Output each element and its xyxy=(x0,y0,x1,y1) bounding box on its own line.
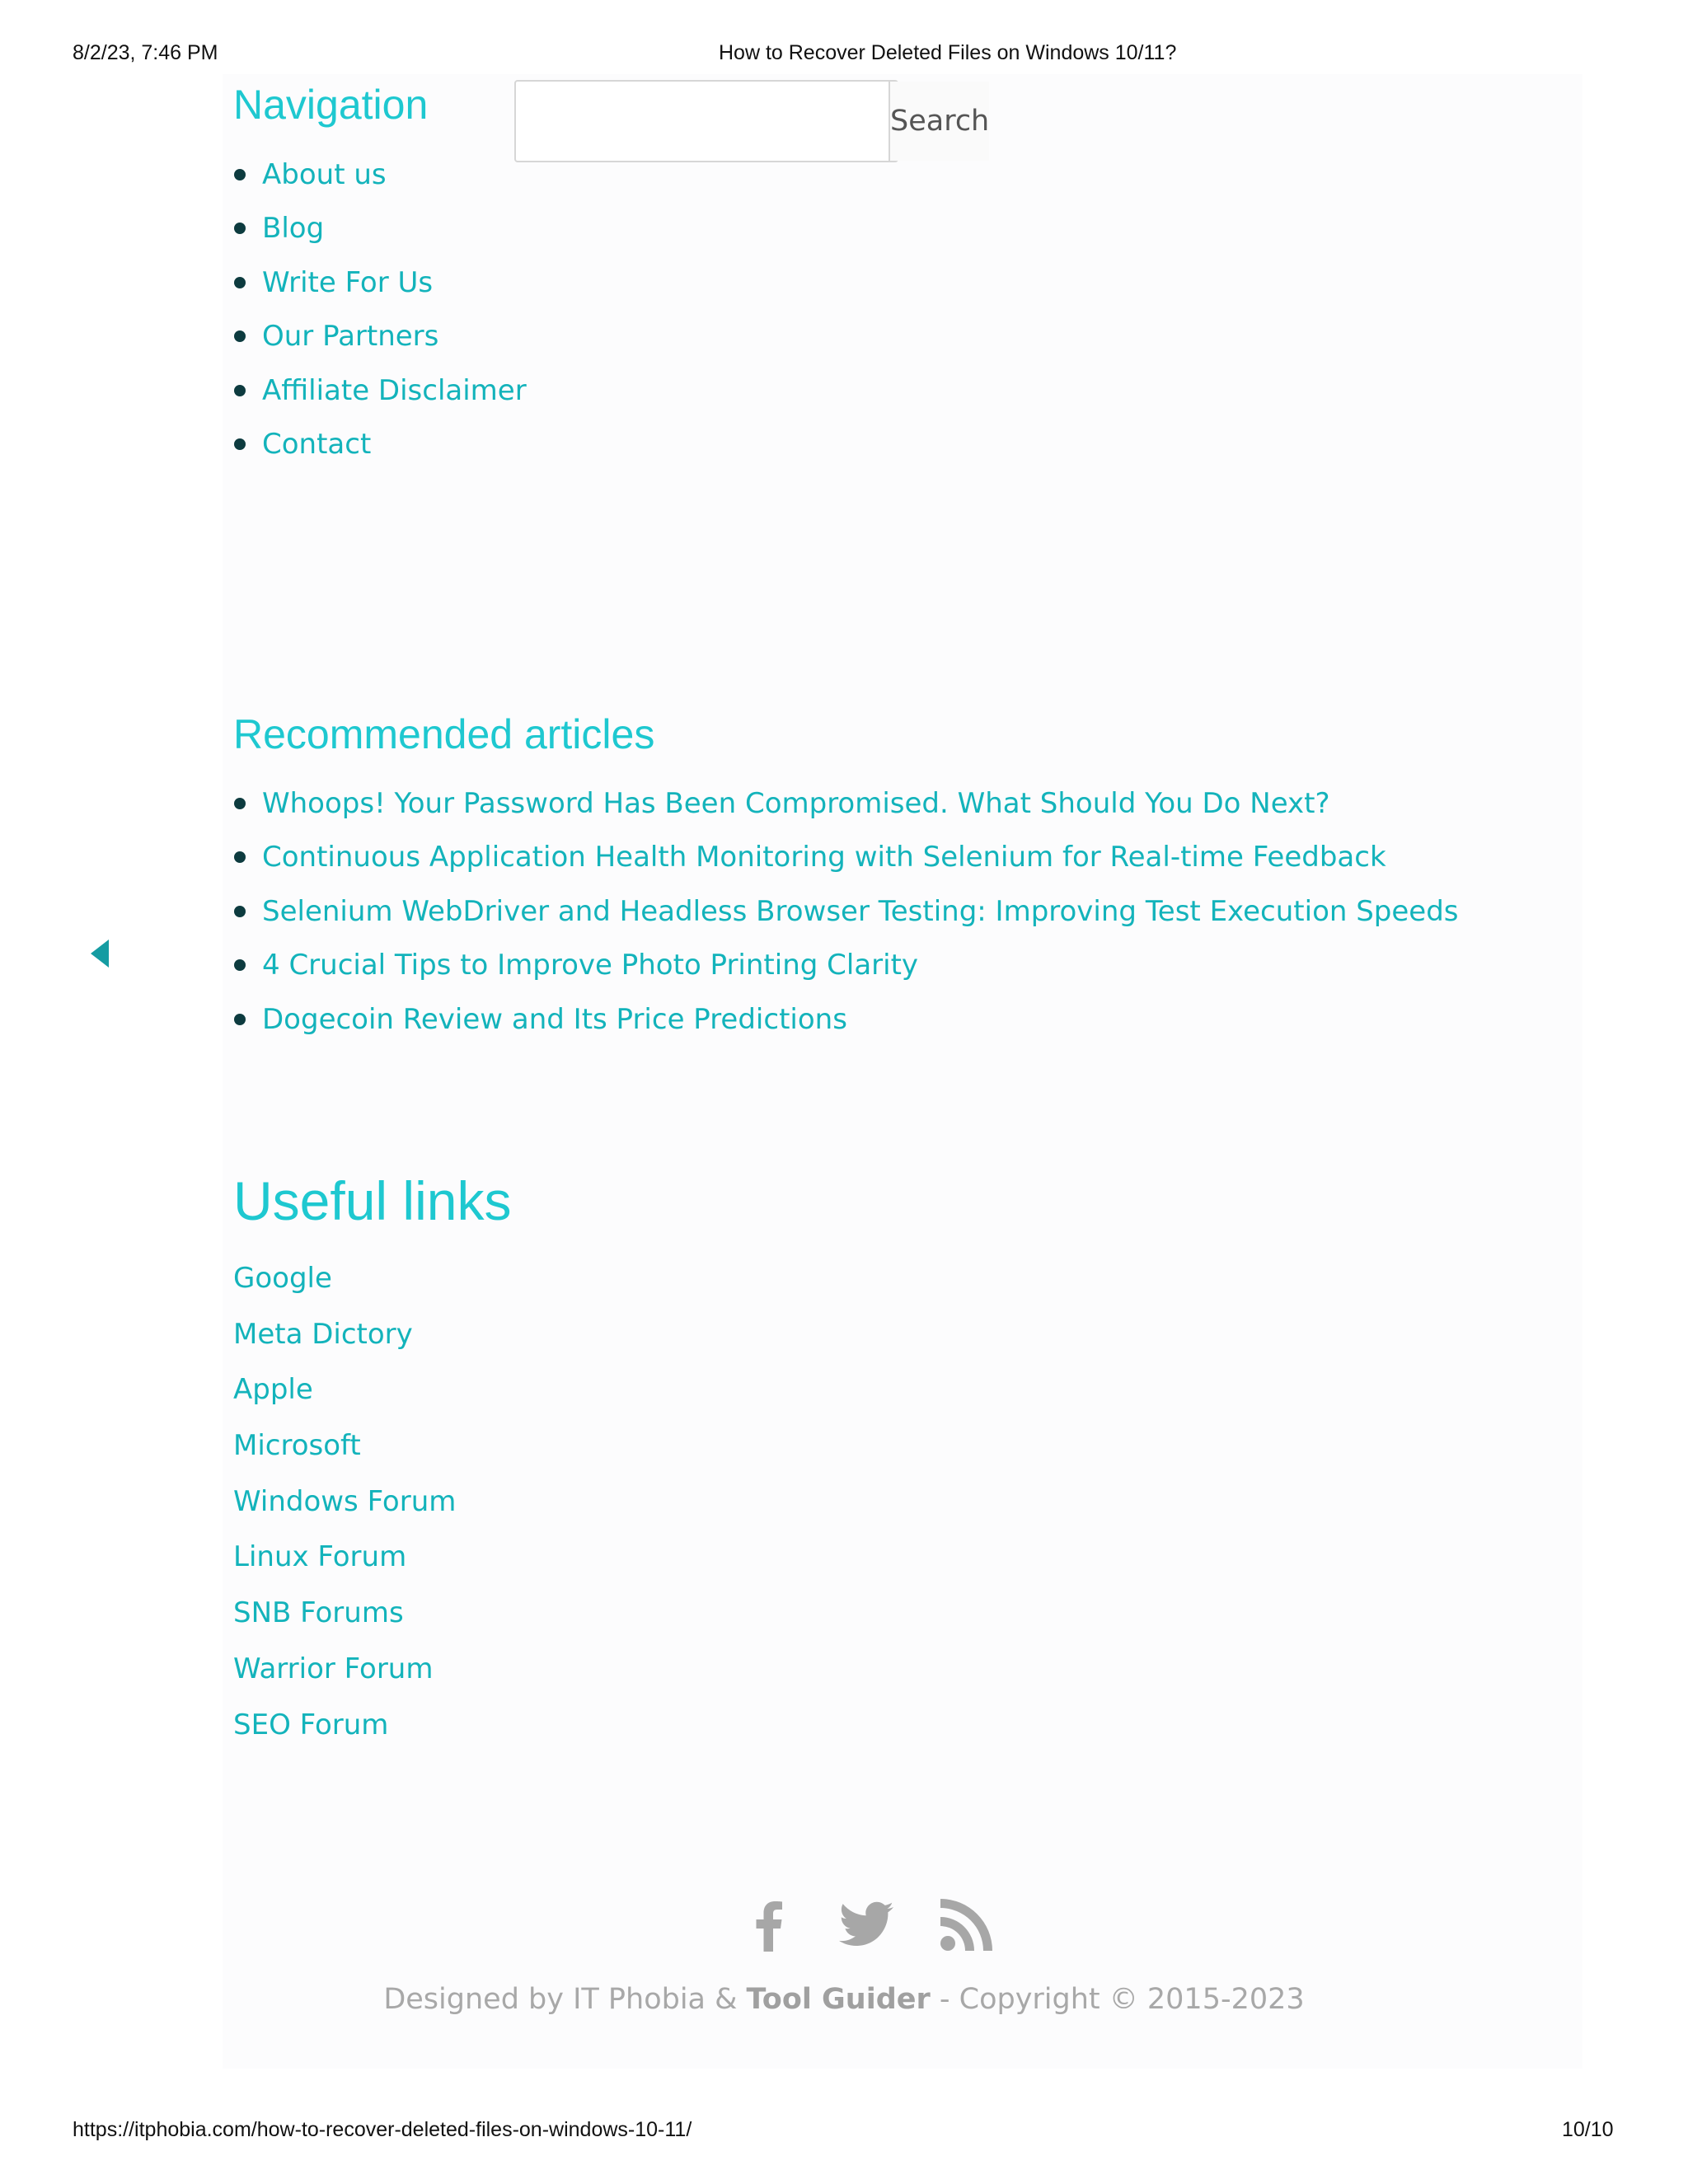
footer-credits xyxy=(0,1983,1688,2016)
useful-link-windows-forum[interactable]: Windows Forum xyxy=(233,1484,457,1518)
print-datetime: 8/2/23, 7:46 PM xyxy=(73,41,218,64)
search-input[interactable] xyxy=(516,82,890,161)
recommended-article-link[interactable]: Selenium WebDriver and Headless Browser Testing: Improving Test Execution Speeds xyxy=(233,892,1459,945)
footer-brand-link[interactable]: Tool Guider xyxy=(746,1983,931,2016)
twitter-icon[interactable] xyxy=(839,1896,897,1953)
nav-link-write-for-us[interactable]: Write For Us xyxy=(233,263,527,316)
useful-link-microsoft[interactable]: Microsoft xyxy=(233,1429,361,1463)
nav-link-contact[interactable]: Contact xyxy=(233,424,527,478)
nav-link-affiliate-disclaimer[interactable]: Affiliate Disclaimer xyxy=(233,371,527,424)
social-links xyxy=(742,1896,1006,1953)
print-page-number: 10/10 xyxy=(1562,2118,1614,2141)
rss-icon[interactable] xyxy=(938,1896,996,1953)
useful-link-meta-dictory[interactable]: Meta Dictory xyxy=(233,1317,413,1351)
navigation-title: Navigation xyxy=(233,82,429,128)
search-form xyxy=(514,80,990,162)
useful-link-linux-forum[interactable]: Linux Forum xyxy=(233,1540,407,1574)
useful-link-seo-forum[interactable]: SEO Forum xyxy=(233,1708,389,1741)
useful-link-apple[interactable]: Apple xyxy=(233,1373,313,1407)
useful-link-snb-forums[interactable]: SNB Forums xyxy=(233,1596,404,1630)
recommended-article-link[interactable]: Dogecoin Review and Its Price Predictions xyxy=(233,1000,1459,1053)
useful-links-title: Useful links xyxy=(233,1170,512,1231)
nav-link-blog[interactable]: Blog xyxy=(233,209,527,262)
footer-designed-by: Designed by IT Phobia & xyxy=(383,1983,747,2016)
navigation-list xyxy=(233,155,527,478)
footer-copyright: - Copyright © 2015-2023 xyxy=(930,1983,1305,2016)
useful-link-warrior-forum[interactable]: Warrior Forum xyxy=(233,1652,434,1685)
nav-link-our-partners[interactable]: Our Partners xyxy=(233,316,527,370)
facebook-icon[interactable] xyxy=(742,1896,799,1953)
search-button[interactable]: Search xyxy=(890,82,989,161)
recommended-article-link[interactable]: Whoops! Your Password Has Been Compromised. What Should You Do Next? xyxy=(233,784,1459,837)
useful-links-list xyxy=(233,1258,456,1760)
print-page-title: How to Recover Deleted Files on Windows 10/11? xyxy=(719,41,1177,64)
recommended-article-link[interactable]: Continuous Application Health Monitoring with Selenium for Real-time Feedback xyxy=(233,837,1459,891)
recommended-articles-title: Recommended articles xyxy=(233,711,655,757)
recommended-articles-list xyxy=(233,784,1459,1053)
nav-link-about-us[interactable]: About us xyxy=(233,155,527,209)
useful-link-google[interactable]: Google xyxy=(233,1262,332,1295)
print-url: https://itphobia.com/how-to-recover-deleted-files-on-windows-10-11/ xyxy=(73,2118,692,2141)
recommended-article-link[interactable]: 4 Crucial Tips to Improve Photo Printing Clarity xyxy=(233,945,1459,999)
caret-left-icon[interactable] xyxy=(91,940,109,968)
